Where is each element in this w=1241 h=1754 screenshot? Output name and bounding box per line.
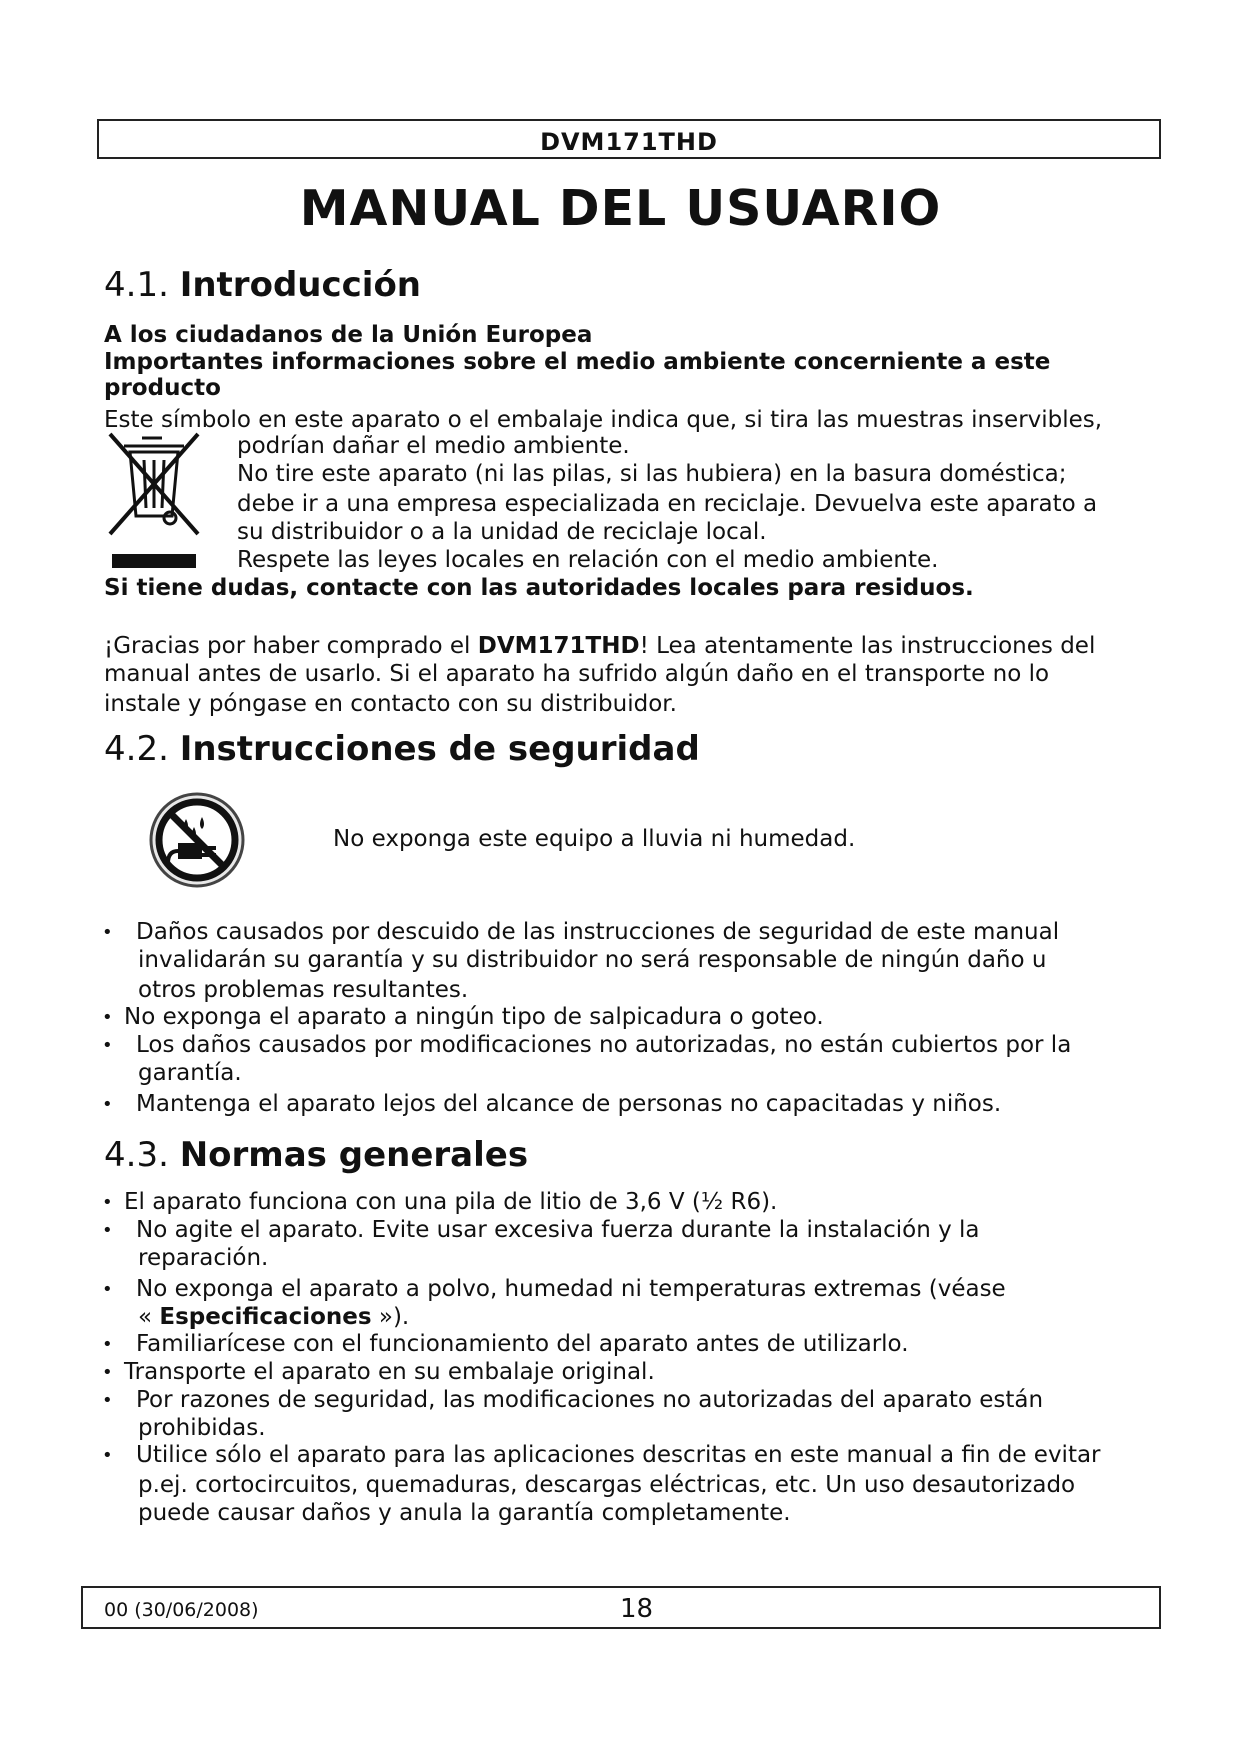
intro-line: Este símbolo en este aparato o el embalaje indica que, si tira las muestras inservibles, bbox=[104, 407, 1103, 433]
section-number: 4.2. bbox=[104, 729, 169, 769]
general-item-cont: prohibidas. bbox=[138, 1415, 266, 1441]
intro-thanks bbox=[104, 632, 1095, 660]
bullet: • bbox=[102, 1362, 113, 1383]
section-title: Normas generales bbox=[179, 1135, 529, 1175]
header-model: DVM171THD bbox=[540, 128, 718, 156]
section-title: Instrucciones de seguridad bbox=[179, 729, 700, 769]
intro-line: No tire este aparato (ni las pilas, si las hubiera) en la basura doméstica; bbox=[237, 461, 1067, 487]
safety-item: Mantenga el aparato lejos del alcance de personas no capacitadas y niños. bbox=[136, 1091, 1002, 1117]
header-box bbox=[97, 119, 1161, 159]
section-number: 4.1. bbox=[104, 265, 169, 305]
general-item: No agite el aparato. Evite usar excesiva fuerza durante la instalación y la bbox=[136, 1217, 980, 1243]
general-item-cont: reparación. bbox=[138, 1245, 269, 1271]
intro-line: podrían dañar el medio ambiente. bbox=[237, 433, 630, 459]
bullet: • bbox=[102, 1279, 113, 1300]
general-item: Transporte el aparato en su embalaje original. bbox=[124, 1359, 655, 1385]
section-number: 4.3. bbox=[104, 1135, 169, 1175]
intro-contact-note: Si tiene dudas, contacte con las autoridades locales para residuos. bbox=[104, 575, 974, 601]
general-item-cont bbox=[138, 1303, 409, 1331]
safety-item-cont: invalidarán su garantía y su distribuidor no será responsable de ningún daño u bbox=[138, 947, 1047, 973]
general-item: Utilice sólo el aparato para las aplicaciones descritas en este manual a fin de evitar bbox=[136, 1442, 1101, 1468]
spec-quote: »). bbox=[371, 1304, 410, 1330]
spec-reference: Especificaciones bbox=[159, 1304, 372, 1330]
page-number: 18 bbox=[620, 1594, 654, 1624]
bullet: • bbox=[102, 1334, 113, 1355]
general-item-cont: p.ej. cortocircuitos, quemaduras, descargas eléctricas, etc. Un uso desautorizado bbox=[138, 1472, 1076, 1498]
footer-revision: 00 (30/06/2008) bbox=[104, 1599, 259, 1621]
intro-line: Respete las leyes locales en relación con el medio ambiente. bbox=[237, 547, 939, 573]
safety-item-cont: garantía. bbox=[138, 1060, 242, 1086]
bullet: • bbox=[102, 1007, 113, 1028]
safety-item: Daños causados por descuido de las instrucciones de seguridad de este manual bbox=[136, 919, 1060, 945]
no-rain-moisture-icon bbox=[148, 791, 246, 889]
thanks-text: ¡Gracias por haber comprado el bbox=[104, 633, 478, 659]
general-item-cont: puede causar daños y anula la garantía completamente. bbox=[138, 1500, 791, 1526]
general-item: El aparato funciona con una pila de litio de 3,6 V (½ R6). bbox=[124, 1189, 778, 1215]
bullet: • bbox=[102, 1445, 113, 1466]
general-item: Familiarícese con el funcionamiento del aparato antes de utilizarlo. bbox=[136, 1331, 909, 1357]
weee-crossed-bin-icon bbox=[106, 430, 202, 572]
safety-item: No exponga el aparato a ningún tipo de salpicadura o goteo. bbox=[124, 1004, 824, 1030]
section-title: Introducción bbox=[179, 265, 422, 305]
section-heading-intro bbox=[104, 265, 421, 305]
spec-quote: « bbox=[138, 1304, 160, 1330]
thanks-model: DVM171THD bbox=[477, 633, 640, 659]
thanks-text: ! Lea atentamente las instrucciones del bbox=[639, 633, 1096, 659]
general-item: No exponga el aparato a polvo, humedad ni temperaturas extremas (véase bbox=[136, 1276, 1006, 1302]
bullet: • bbox=[102, 1192, 113, 1213]
section-heading-safety bbox=[104, 729, 700, 769]
intro-thanks-line: manual antes de usarlo. Si el aparato ha sufrido algún daño en el transporte no lo bbox=[104, 661, 1050, 687]
intro-subheading-env-2: producto bbox=[104, 375, 221, 401]
bullet: • bbox=[102, 1094, 113, 1115]
intro-line: su distribuidor o a la unidad de reciclaje local. bbox=[237, 519, 767, 545]
intro-thanks-line: instale y póngase en contacto con su distribuidor. bbox=[104, 691, 677, 717]
intro-line: debe ir a una empresa especializada en reciclaje. Devuelva este aparato a bbox=[237, 491, 1098, 517]
bullet: • bbox=[102, 1390, 113, 1411]
safety-warning: No exponga este equipo a lluvia ni humedad. bbox=[333, 826, 856, 852]
page-title: MANUAL DEL USUARIO bbox=[299, 180, 942, 237]
safety-item: Los daños causados por modificaciones no autorizadas, no están cubiertos por la bbox=[136, 1032, 1072, 1058]
bullet: • bbox=[102, 1220, 113, 1241]
bullet: • bbox=[102, 1035, 113, 1056]
intro-subheading-eu: A los ciudadanos de la Unión Europea bbox=[104, 322, 593, 348]
safety-item-cont: otros problemas resultantes. bbox=[138, 977, 469, 1003]
section-heading-general bbox=[104, 1135, 528, 1175]
intro-subheading-env: Importantes informaciones sobre el medio ambiente concerniente a este bbox=[104, 349, 1051, 375]
general-item: Por razones de seguridad, las modificaciones no autorizadas del aparato están bbox=[136, 1387, 1044, 1413]
bullet: • bbox=[102, 922, 113, 943]
